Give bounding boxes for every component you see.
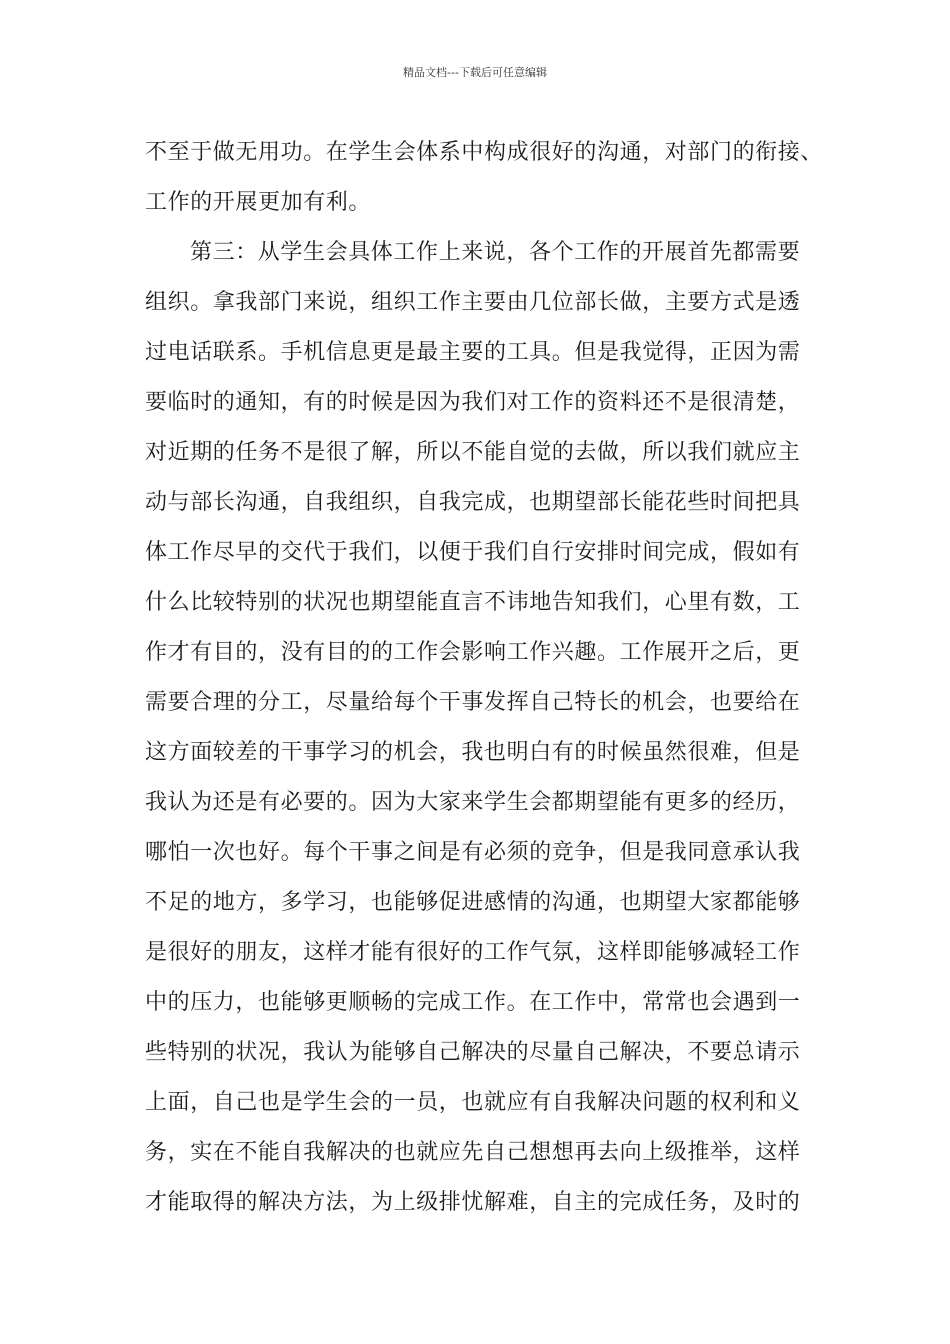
text-line: 是很好的朋友，这样才能有很好的工作气氛，这样即能够减轻工作: [145, 940, 801, 965]
text-line: 务，实在不能自我解决的也就应先自己想想再去向上级推举，这样: [145, 1140, 801, 1165]
body-text: [145, 128, 824, 1228]
text-line: 过电话联系。手机信息更是最主要的工具。但是我觉得，正因为需: [145, 340, 801, 365]
text-line: 上面，自己也是学生会的一员，也就应有自我解决问题的权利和义: [145, 1090, 801, 1115]
text-line: 体工作尽早的交代于我们，以便于我们自行安排时间完成，假如有: [145, 540, 801, 565]
text-line: 要临时的通知，有的时候是因为我们对工作的资料还不是很清楚，: [145, 390, 801, 415]
text-line: 需要合理的分工，尽量给每个干事发挥自己特长的机会，也要给在: [145, 690, 801, 715]
text-line: 作才有目的，没有目的的工作会影响工作兴趣。工作展开之后，更: [145, 640, 801, 665]
text-line: 对近期的任务不是很了解，所以不能自觉的去做，所以我们就应主: [145, 440, 801, 465]
text-line: 这方面较差的干事学习的机会，我也明白有的时候虽然很难，但是: [145, 740, 801, 765]
text-line: 不足的地方，多学习，也能够促进感情的沟通，也期望大家都能够: [145, 890, 801, 915]
text-line: 组织。拿我部门来说，组织工作主要由几位部长做，主要方式是透: [145, 290, 801, 315]
text-line: 才能取得的解决方法，为上级排忧解难，自主的完成任务，及时的: [145, 1190, 801, 1215]
page-header: 精品文档---下载后可任意编辑: [403, 66, 547, 79]
text-line: 什么比较特别的状况也期望能直言不讳地告知我们，心里有数，工: [145, 590, 801, 615]
text-line: 不至于做无用功。在学生会体系中构成很好的沟通，对部门的衔接、: [145, 140, 824, 165]
text-line: 些特别的状况，我认为能够自己解决的尽量自己解决，不要总请示: [145, 1040, 801, 1065]
text-line: 动与部长沟通，自我组织，自我完成，也期望部长能花些时间把具: [145, 490, 801, 515]
paragraph-start-line: 第三：从学生会具体工作上来说，各个工作的开展首先都需要: [190, 240, 801, 265]
text-line: 我认为还是有必要的。因为大家来学生会都期望能有更多的经历，: [145, 790, 801, 815]
text-line: 中的压力，也能够更顺畅的完成工作。在工作中，常常也会遇到一: [145, 990, 801, 1015]
text-line: 哪怕一次也好。每个干事之间是有必须的竞争，但是我同意承认我: [145, 840, 801, 865]
text-line: 工作的开展更加有利。: [145, 190, 372, 215]
